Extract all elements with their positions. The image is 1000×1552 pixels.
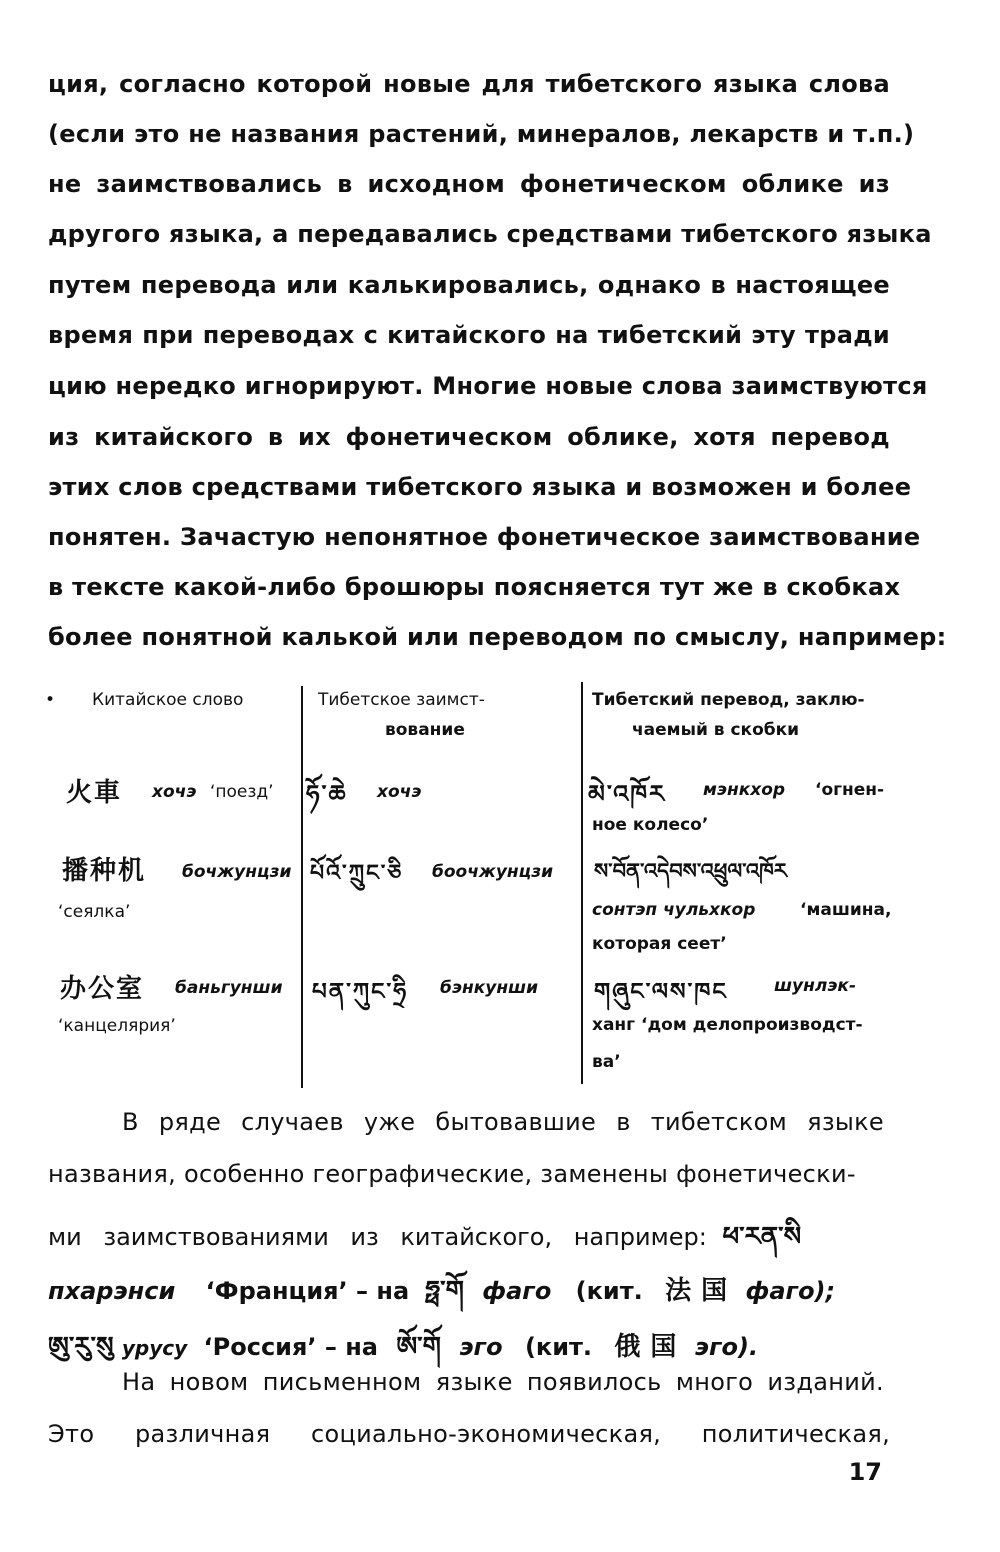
text-line: не заимствовались в исходном фонетическом облике из: [48, 170, 890, 198]
column-header-tibetan-loan: Тибетское заимст-: [318, 690, 485, 710]
tibetan-translation-gloss: которая сеет’: [592, 934, 727, 954]
column-header-tibetan-translation: Тибетский перевод, заклю-: [592, 690, 865, 710]
text-line: названия, особенно географические, заменены фонетически-: [48, 1160, 856, 1188]
reading: фаго);: [745, 1277, 836, 1305]
page-number: 17: [848, 1458, 882, 1486]
text-line: из китайского в их фонетическом облике, хотя перевод: [48, 423, 890, 451]
tibetan-translation-reading: сонтэп чульхкор: [592, 900, 756, 920]
chinese-reading: хочэ: [152, 782, 197, 802]
column-divider: [301, 686, 303, 1088]
text-line: более понятной калькой или переводом по смыслу, например:: [48, 623, 947, 651]
hanzi-word: 火車: [66, 778, 123, 808]
reading: пхарэнси: [48, 1277, 176, 1305]
text-line: цию нередко игнорируют. Многие новые слова заимствуются: [48, 372, 928, 400]
reading: фаго: [482, 1277, 552, 1305]
reading: эго).: [694, 1333, 759, 1361]
chinese-gloss: ‘канцелярия’: [58, 1016, 176, 1036]
tibetan-translation-reading: мэнкхор: [703, 780, 786, 800]
tibetan-loan: ཧོ་ཆེ: [306, 779, 348, 808]
text-line: В ряде случаев уже бытовавшие в тибетском языке: [122, 1108, 884, 1136]
text-segment: ‘Россия’ – на: [203, 1333, 378, 1361]
reading: урусу: [121, 1336, 188, 1360]
tibetan-word: ཨོ་གོ: [396, 1332, 441, 1362]
column-divider: [581, 682, 583, 1084]
tibetan-loan: པན་ཀུང་ཧྲི: [312, 978, 409, 1005]
text-line: путем перевода или калькировались, однако в настоящее: [48, 271, 890, 299]
hanzi-word: 办公室: [60, 974, 145, 1004]
reading: эго: [459, 1333, 503, 1361]
tibetan-word: ཨུ་རུ་སུ: [48, 1332, 114, 1362]
text-segment: ми заимствованиями из китайского, например:: [48, 1223, 707, 1251]
tibetan-translation-gloss: ное колесо’: [592, 815, 709, 835]
chinese-gloss: ‘сеялка’: [58, 902, 131, 922]
tibetan-translation-gloss: ханг ‘дом делопроизводст-: [592, 1015, 863, 1035]
column-header-tibetan-translation: чаемый в скобки: [632, 720, 800, 740]
text-segment: ‘Франция’ – на: [205, 1277, 410, 1305]
tibetan-loan-reading: боочжунцзи: [432, 862, 554, 882]
text-line: (если это не названия растений, минералов, лекарств и т.п.): [48, 120, 915, 148]
hanzi-word: 俄国: [614, 1332, 687, 1362]
tibetan-translation-reading: шунлэк-: [774, 976, 857, 996]
chinese-reading: баньгунши: [175, 978, 283, 998]
chinese-gloss: ‘поезд’: [210, 782, 274, 802]
tibetan-translation-gloss: ‘огнен-: [815, 780, 885, 800]
tibetan-translation: ས་བོན་འདེབས་འཕྲུལ་འཁོར: [594, 858, 787, 883]
tibetan-loan: པོའོ་ཀྲུང་ཅི: [310, 860, 404, 886]
tibetan-loan-reading: хочэ: [377, 782, 422, 802]
hanzi-word: 播种机: [62, 856, 147, 886]
tibetan-translation-gloss: ‘машина,: [800, 900, 892, 920]
column-header-chinese: Китайское слово: [92, 690, 244, 710]
text-line: понятен. Зачастую непонятное фонетическое заимствование: [48, 523, 921, 551]
hanzi-word: 法国: [665, 1276, 738, 1306]
tibetan-word: ཧྥ་གོ: [425, 1276, 464, 1306]
column-header-tibetan-loan: вование: [385, 720, 465, 740]
text-line: другого языка, а передавались средствами тибетского языка: [48, 220, 932, 248]
text-line: ция, согласно которой новые для тибетского языка слова: [48, 70, 890, 98]
text-line: Это различная социально-экономическая, политическая,: [48, 1420, 890, 1448]
tibetan-loan-reading: бэнкунши: [440, 978, 539, 998]
chinese-reading: бочжунцзи: [182, 862, 292, 882]
text-segment: (кит.: [575, 1277, 643, 1305]
table-bullet: •: [45, 690, 56, 710]
text-line: На новом письменном языке появилось много изданий.: [122, 1368, 884, 1396]
text-line: в тексте какой-либо брошюры поясняется тут же в скобках: [48, 573, 901, 601]
tibetan-translation-gloss: ва’: [592, 1052, 621, 1072]
text-line: время при переводах с китайского на тибетский эту тради: [48, 321, 890, 349]
tibetan-translation: གཞུང་ལས་ཁང: [594, 978, 728, 1005]
text-segment: (кит.: [524, 1333, 593, 1361]
tibetan-translation: མེ་འཁོར: [588, 779, 667, 808]
tibetan-word: ཕ་རན་སི: [722, 1222, 802, 1252]
text-line: этих слов средствами тибетского языка и возможен и более: [48, 473, 912, 501]
